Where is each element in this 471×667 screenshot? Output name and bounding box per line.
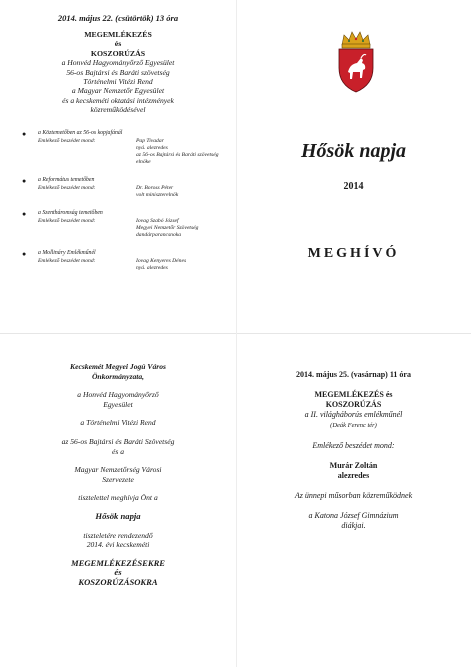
cover-panel: [236, 0, 471, 334]
venue: a II. világháborús emlékműnél: [304, 410, 403, 419]
heading-commemoration: MEGEMLÉKEZÉS: [84, 30, 152, 39]
speaker-title: az 56-os Bajtársi és Baráti szövetség elnöke: [136, 151, 219, 166]
speech-label: Emlékező beszédet mond:: [38, 217, 96, 224]
speaker: Iovag Szabó József: [136, 217, 179, 224]
speaker: Murár Zoltán: [329, 461, 378, 470]
list-item: [22, 250, 232, 272]
org-line: és a kecskeméti oktatási intézmények: [62, 95, 174, 105]
heading-and: és: [114, 39, 122, 49]
org-line: 56-os Bajtársi és Baráti szövetség: [66, 67, 170, 77]
city-name: Kecskemét Megyei Jogú Város: [70, 362, 166, 371]
bullet-icon: ●: [22, 130, 27, 138]
program-panel-may-22: [0, 0, 236, 334]
org-line: Magyar Nemzetőrség Városi: [74, 465, 162, 475]
page-title: Hősök napja: [300, 140, 407, 162]
speaker-title: Megyei Nemzetőr Szövetség: [136, 224, 199, 231]
org-line: a Magyar Nemzetőr Egyesület: [71, 86, 165, 96]
org-line: a Történelmi Vitézi Rend: [80, 418, 156, 428]
bullet-icon: ●: [22, 210, 27, 219]
venue: a Mollináry Emlékműnél: [38, 250, 96, 257]
list-item: [22, 130, 232, 166]
speaker-rank: dandárparancsnoka: [136, 232, 182, 239]
org-line: a Honvéd Hagyományőrző: [77, 390, 159, 400]
speaker-title: volt miniszterelnök: [136, 192, 179, 199]
speaker-rank: nyá. alezredes: [136, 144, 168, 151]
event-title-and: és: [114, 567, 122, 578]
organizers-block: [0, 30, 236, 115]
org-line: közreműködésével: [90, 105, 146, 115]
invitation-heading: MEGHÍVÓ: [307, 246, 400, 261]
venue: a Református temetőben: [38, 177, 95, 184]
heading-wreath: KOSZORÚZÁS: [90, 48, 146, 58]
speaker-rank: alezredes: [337, 471, 370, 480]
event-name: Hősök napja: [95, 510, 141, 521]
org-line: Egyesület: [103, 399, 133, 409]
list-item: [22, 177, 232, 199]
event-date: 2014. május 25. (vasárnap) 11 óra: [296, 370, 411, 379]
org-line: Szervezete: [102, 474, 134, 484]
org-line: az 56-os Bajtársi és Baráti Szövetség: [61, 436, 175, 446]
heading-wreath: KOSZORÚZÁS: [325, 400, 382, 409]
event-date: 2014. május 22. (csütörtök) 13 óra: [57, 13, 179, 23]
org-line: a Honvéd Hagyományőrző Egyesület: [61, 58, 175, 68]
speech-label: Emlékező beszédet mond:: [38, 137, 96, 144]
year-line: 2014. évi kecskeméti: [86, 540, 150, 550]
speaker-rank: nyá. alezredes: [136, 265, 168, 272]
city-name-2: Önkormányzata,: [91, 371, 145, 381]
event-title-2: KOSZORÚZÁSOKRA: [78, 576, 158, 587]
speaker: Dr. Boross Péter: [136, 184, 174, 191]
city-crest-icon: [333, 30, 379, 94]
students: diákjai.: [341, 521, 366, 530]
speech-label: Emlékező beszédet mond:: [38, 257, 96, 264]
speech-label: Emlékező beszédet mond:: [312, 441, 395, 450]
venue-list: [22, 130, 232, 283]
year: 2014: [343, 181, 364, 192]
speaker: Pap Tivadar: [136, 137, 164, 144]
school: a Katona József Gimnázium: [308, 511, 399, 520]
org-line: és a: [111, 446, 125, 456]
speech-label: Emlékező beszédet mond:: [38, 184, 96, 191]
heading-commemoration: MEGEMLÉKEZÉS és: [314, 390, 393, 399]
venue: a Szentháromság temetőben: [38, 210, 103, 217]
venue-note: (Deák Ferenc tér): [330, 422, 377, 429]
org-line: Történelmi Vitézi Rend: [83, 77, 153, 87]
program-line: Az ünnepi műsorban közreműködnek: [294, 491, 413, 500]
bullet-icon: ●: [22, 250, 27, 259]
program-panel-may-25: [236, 334, 471, 667]
venue: a Köztemetőben az 56-os kopjafánál: [38, 130, 123, 136]
list-item: [22, 210, 232, 239]
event-title-1: MEGEMLÉKEZÉSEKRE: [70, 557, 166, 568]
invites-line: tisztelettel meghívja Önt a: [78, 493, 158, 503]
honor-line: tiszteletére rendezendő: [83, 530, 153, 540]
invitation-text-panel: [0, 334, 236, 667]
bullet-icon: ●: [22, 177, 27, 186]
speaker: Iovag Kenyeres Dénes: [136, 257, 187, 264]
